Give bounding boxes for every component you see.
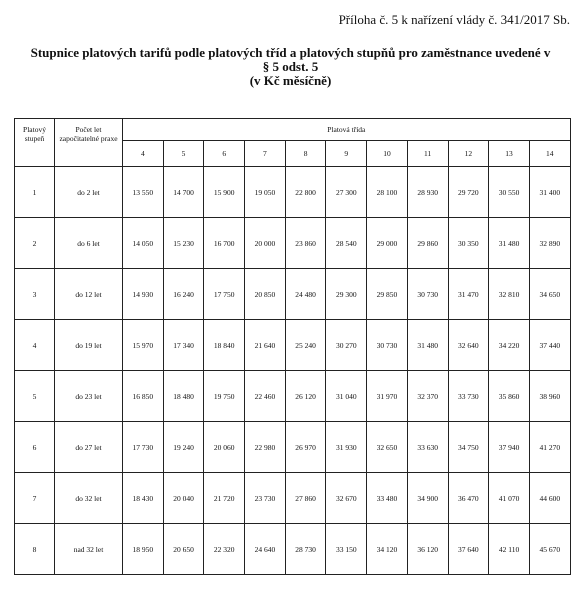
tariff-value-cell: 23 860 — [285, 218, 326, 269]
tariff-value-cell: 35 860 — [489, 371, 530, 422]
tariff-value-cell: 24 480 — [285, 269, 326, 320]
tariff-value-cell: 29 860 — [407, 218, 448, 269]
tariff-value-cell: 36 470 — [448, 473, 489, 524]
tariff-value-cell: 15 900 — [204, 167, 245, 218]
header-class-14: 14 — [529, 141, 570, 167]
header-class-11: 11 — [407, 141, 448, 167]
header-class-10: 10 — [367, 141, 408, 167]
tariff-value-cell: 30 730 — [407, 269, 448, 320]
tariff-value-cell: 32 370 — [407, 371, 448, 422]
tariff-value-cell: 22 320 — [204, 524, 245, 575]
tariff-value-cell: 14 930 — [123, 269, 164, 320]
tariff-value-cell: 30 550 — [489, 167, 530, 218]
tariff-value-cell: 31 470 — [448, 269, 489, 320]
salary-step-cell: 2 — [15, 218, 55, 269]
table-row — [15, 167, 571, 218]
header-class-12: 12 — [448, 141, 489, 167]
header-salary-step: Platový stupeň — [15, 119, 55, 167]
tariff-value-cell: 16 850 — [123, 371, 164, 422]
tariff-value-cell: 26 970 — [285, 422, 326, 473]
header-class-8: 8 — [285, 141, 326, 167]
tariff-value-cell: 32 650 — [367, 422, 408, 473]
tariff-value-cell: 29 720 — [448, 167, 489, 218]
tariff-value-cell: 34 750 — [448, 422, 489, 473]
table-row — [15, 320, 571, 371]
salary-step-cell: 6 — [15, 422, 55, 473]
table-body — [15, 167, 571, 575]
tariff-value-cell: 20 000 — [245, 218, 286, 269]
tariff-value-cell: 37 940 — [489, 422, 530, 473]
tariff-value-cell: 20 650 — [163, 524, 204, 575]
years-of-practice-cell: nad 32 let — [55, 524, 123, 575]
salary-step-cell: 8 — [15, 524, 55, 575]
document-title — [0, 46, 581, 88]
tariff-value-cell: 22 800 — [285, 167, 326, 218]
tariff-value-cell: 15 230 — [163, 218, 204, 269]
years-of-practice-cell: do 6 let — [55, 218, 123, 269]
header-class-7: 7 — [245, 141, 286, 167]
tariff-value-cell: 33 150 — [326, 524, 367, 575]
tariff-value-cell: 32 670 — [326, 473, 367, 524]
tariff-value-cell: 33 730 — [448, 371, 489, 422]
tariff-value-cell: 18 430 — [123, 473, 164, 524]
tariff-value-cell: 37 440 — [529, 320, 570, 371]
table-row — [15, 473, 571, 524]
salary-step-cell: 4 — [15, 320, 55, 371]
tariff-value-cell: 34 900 — [407, 473, 448, 524]
tariff-value-cell: 19 750 — [204, 371, 245, 422]
tariff-value-cell: 31 480 — [489, 218, 530, 269]
years-of-practice-cell: do 2 let — [55, 167, 123, 218]
title-line-1: Stupnice platových tarifů podle platových tříd a platových stupňů pro zaměstnance uvedené v — [30, 45, 551, 60]
tariff-value-cell: 37 640 — [448, 524, 489, 575]
tariff-value-cell: 29 300 — [326, 269, 367, 320]
tariff-value-cell: 22 460 — [245, 371, 286, 422]
salary-step-cell: 7 — [15, 473, 55, 524]
tariff-value-cell: 17 340 — [163, 320, 204, 371]
header-class-5: 5 — [163, 141, 204, 167]
salary-tariff-table — [14, 118, 571, 575]
tariff-value-cell: 24 640 — [245, 524, 286, 575]
tariff-value-cell: 28 730 — [285, 524, 326, 575]
tariff-value-cell: 41 070 — [489, 473, 530, 524]
tariff-value-cell: 18 840 — [204, 320, 245, 371]
tariff-value-cell: 44 600 — [529, 473, 570, 524]
header-class-4: 4 — [123, 141, 164, 167]
tariff-value-cell: 41 270 — [529, 422, 570, 473]
salary-step-cell: 5 — [15, 371, 55, 422]
table-row — [15, 371, 571, 422]
tariff-value-cell: 21 720 — [204, 473, 245, 524]
header-class-6: 6 — [204, 141, 245, 167]
tariff-value-cell: 16 240 — [163, 269, 204, 320]
tariff-value-cell: 30 730 — [367, 320, 408, 371]
annex-reference: Příloha č. 5 k nařízení vlády č. 341/2017 Sb. — [338, 12, 570, 27]
salary-step-cell: 1 — [15, 167, 55, 218]
tariff-value-cell: 18 950 — [123, 524, 164, 575]
years-of-practice-cell: do 12 let — [55, 269, 123, 320]
tariff-value-cell: 38 960 — [529, 371, 570, 422]
header-years-of-practice: Počet let započitatelné praxe — [55, 119, 123, 167]
tariff-value-cell: 31 040 — [326, 371, 367, 422]
table-row — [15, 524, 571, 575]
tariff-value-cell: 14 700 — [163, 167, 204, 218]
tariff-value-cell: 29 850 — [367, 269, 408, 320]
table-row — [15, 269, 571, 320]
header-class-13: 13 — [489, 141, 530, 167]
tariff-value-cell: 18 480 — [163, 371, 204, 422]
tariff-value-cell: 31 480 — [407, 320, 448, 371]
tariff-value-cell: 32 890 — [529, 218, 570, 269]
tariff-value-cell: 36 120 — [407, 524, 448, 575]
tariff-value-cell: 13 550 — [123, 167, 164, 218]
years-of-practice-cell: do 32 let — [55, 473, 123, 524]
tariff-value-cell: 33 630 — [407, 422, 448, 473]
tariff-value-cell: 30 350 — [448, 218, 489, 269]
tariff-value-cell: 29 000 — [367, 218, 408, 269]
tariff-value-cell: 17 730 — [123, 422, 164, 473]
tariff-value-cell: 19 240 — [163, 422, 204, 473]
tariff-value-cell: 23 730 — [245, 473, 286, 524]
tariff-value-cell: 42 110 — [489, 524, 530, 575]
tariff-value-cell: 32 640 — [448, 320, 489, 371]
salary-step-cell: 3 — [15, 269, 55, 320]
tariff-value-cell: 27 300 — [326, 167, 367, 218]
tariff-value-cell: 31 930 — [326, 422, 367, 473]
tariff-value-cell: 20 060 — [204, 422, 245, 473]
tariff-value-cell: 30 270 — [326, 320, 367, 371]
tariff-value-cell: 28 100 — [367, 167, 408, 218]
years-of-practice-cell: do 23 let — [55, 371, 123, 422]
tariff-value-cell: 28 540 — [326, 218, 367, 269]
tariff-value-cell: 32 810 — [489, 269, 530, 320]
tariff-value-cell: 33 480 — [367, 473, 408, 524]
tariff-value-cell: 34 650 — [529, 269, 570, 320]
tariff-value-cell: 27 860 — [285, 473, 326, 524]
tariff-value-cell: 16 700 — [204, 218, 245, 269]
tariff-value-cell: 19 050 — [245, 167, 286, 218]
tariff-value-cell: 26 120 — [285, 371, 326, 422]
tariff-value-cell: 34 220 — [489, 320, 530, 371]
title-line-2: § 5 odst. 5 — [262, 59, 319, 74]
tariff-value-cell: 21 640 — [245, 320, 286, 371]
tariff-value-cell: 31 970 — [367, 371, 408, 422]
tariff-value-cell: 34 120 — [367, 524, 408, 575]
tariff-value-cell: 28 930 — [407, 167, 448, 218]
tariff-value-cell: 17 750 — [204, 269, 245, 320]
table-row — [15, 218, 571, 269]
years-of-practice-cell: do 19 let — [55, 320, 123, 371]
header-salary-class: Platová třída — [123, 119, 571, 141]
tariff-value-cell: 22 980 — [245, 422, 286, 473]
tariff-value-cell: 20 040 — [163, 473, 204, 524]
tariff-value-cell: 15 970 — [123, 320, 164, 371]
years-of-practice-cell: do 27 let — [55, 422, 123, 473]
table-row — [15, 422, 571, 473]
tariff-value-cell: 14 050 — [123, 218, 164, 269]
tariff-value-cell: 25 240 — [285, 320, 326, 371]
tariff-value-cell: 31 400 — [529, 167, 570, 218]
tariff-value-cell: 20 850 — [245, 269, 286, 320]
header-class-9: 9 — [326, 141, 367, 167]
title-line-3: (v Kč měsíčně) — [249, 73, 332, 88]
tariff-value-cell: 45 670 — [529, 524, 570, 575]
